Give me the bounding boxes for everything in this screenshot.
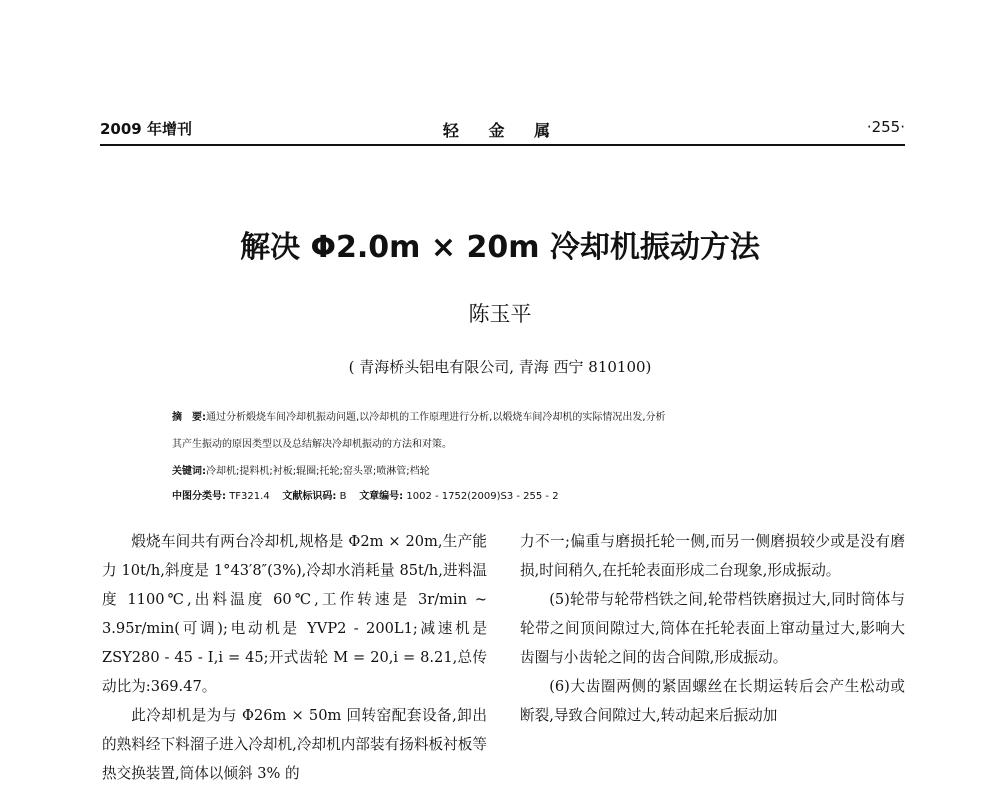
abstract-line-2 (172, 435, 890, 450)
clc-label: 中图分类号: (172, 491, 226, 502)
paragraph: 力不一;偏重与磨损托轮一侧,而另一侧磨损较少或是没有磨损,时间稍久,在托轮表面形成二台现象,形成振动。 (520, 533, 905, 579)
paragraph: 此冷却机是为与 Φ26m × 50m 回转窑配套设备,卸出的熟料经下料溜子进入冷却机,冷却机内部装有扬料板衬板等热交换装置,筒体以倾斜 3% 的 (102, 707, 487, 782)
doc-code-label: 文献标识码: (282, 491, 337, 502)
abstract-label: 摘 要: (172, 412, 206, 423)
classification-line (172, 487, 890, 502)
keywords-text: 冷却机;提料机;衬板;辊圈;托轮;窑头罩;喷淋管;档轮 (206, 466, 430, 477)
abstract-text-1: 通过分析煅烧车间冷却机振动问题,以冷却机的工作原理进行分析,以煅烧车间冷却机的实际情况出发,分析 (206, 412, 666, 423)
page-number: ·255· (866, 118, 905, 136)
keywords-label: 关键词: (172, 466, 206, 477)
doc-code-value: B (339, 491, 347, 502)
keywords-line (172, 462, 890, 477)
paragraph: (5)轮带与轮带档铁之间,轮带档铁磨损过大,同时筒体与轮带之间顶间隙过大,筒体在托轮表面上窜动量过大,影响大齿圈与小齿轮之间的齿合间隙,形成振动。 (520, 591, 905, 666)
article-no-value: 1002 - 1752(2009)S3 - 255 - 2 (406, 491, 559, 502)
author-affiliation: ( 青海桥头铝电有限公司, 青海 西宁 810100) (348, 358, 652, 376)
paragraph: (6)大齿圈两侧的紧固螺丝在长期运转后会产生松动或断裂,导致合间隙过大,转动起来后振动加 (520, 678, 905, 724)
running-header (100, 118, 905, 146)
article-author: 陈玉平 (468, 302, 532, 326)
abstract-line-1 (172, 408, 890, 423)
journal-issue: 2009 年增刊 (100, 120, 192, 138)
body-column-left (102, 527, 487, 788)
article-no-label: 文章编号: (359, 491, 404, 502)
clc-value: TF321.4 (229, 491, 270, 502)
body-column-right (520, 527, 905, 730)
journal-name: 轻 金 属 (442, 121, 563, 140)
article-title: 解决 Φ2.0m × 20m 冷却机振动方法 (240, 230, 760, 265)
abstract-text-2: 其产生振动的原因类型以及总结解决冷却机振动的方法和对策。 (172, 439, 452, 450)
paragraph: 煅烧车间共有两台冷却机,规格是 Φ2m × 20m,生产能力 10t/h,斜度是 1°43′8″(3%),冷却水消耗量 85t/h,进料温度 1100℃,出料温度 60℃,工作转速是 3r/min ~ 3.95r/min(可调);电动机是 YVP2 - 200L1;减速机是 ZSY280 - 45 - Ⅰ,i = 45;开式齿轮 M = 20,i = 8.21,总传动比为:369.47。 (102, 533, 487, 695)
